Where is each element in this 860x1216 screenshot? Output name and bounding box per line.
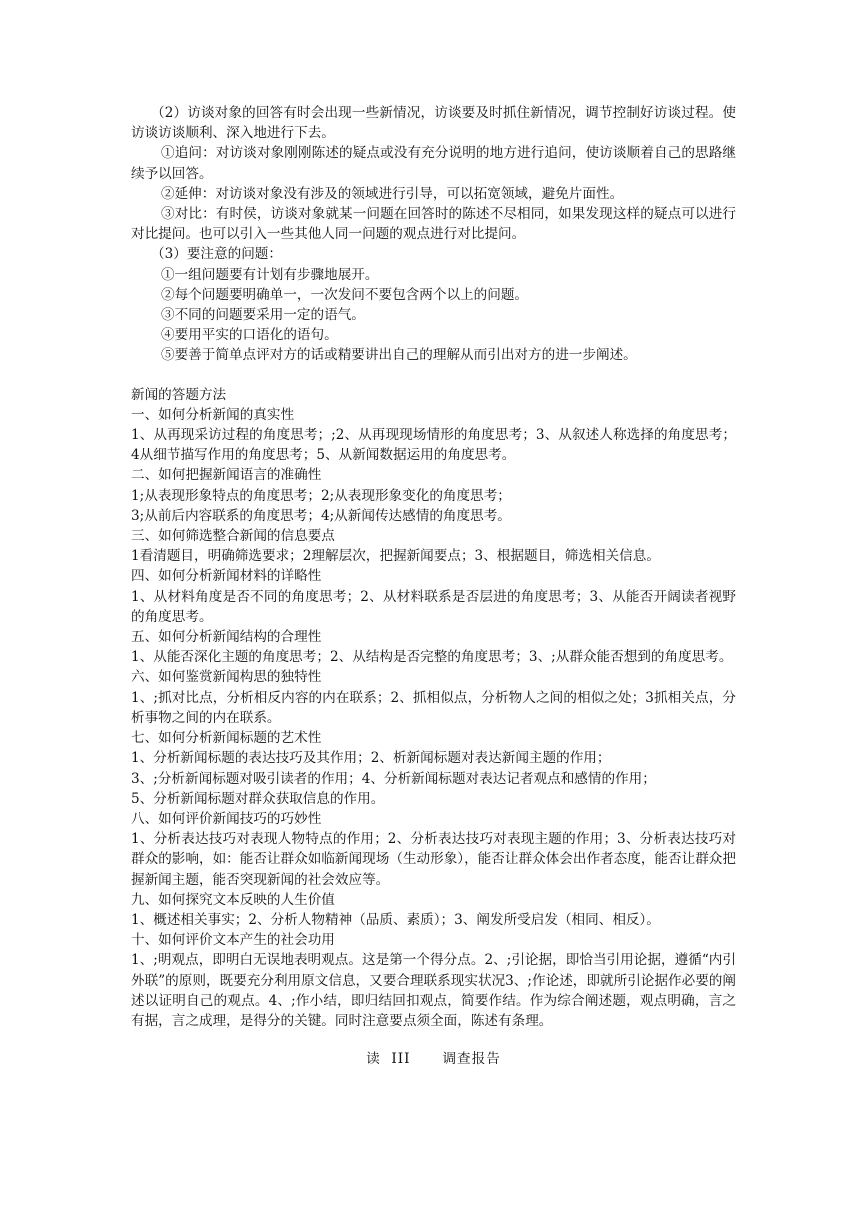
section-spacer [131,366,736,385]
interview-point-3-item: ①一组问题要有计划有步骤地展开。 [161,266,379,283]
news-heading-8: 八、如何评价新闻技巧的巧妙性 [131,810,322,827]
news-heading-5: 五、如何分析新闻结构的合理性 [131,629,322,646]
news-text-9: 1、概述相关事实；2、分析人物精神（品质、素质）；3、阐发所受启发（相同、相反）。 [131,911,660,928]
interview-point-2-compare: ③对比：有时侯，访谈对象就某一问题在回答时的陈述不尽相同，如果发现这样的疑点可以进行对比提问。也可以引入一些其他人同一问题的观点进行对比提问。 [131,206,736,243]
news-heading-9: 九、如何探究文本反映的人生价值 [131,891,335,908]
interview-point-2-followup: ①追问：对访谈对象刚刚陈述的疑点或没有充分说明的地方进行追问，使访谈顺着自己的思路继续予以回答。 [131,145,736,182]
news-heading-10: 十、如何评价文本产生的社会功用 [131,932,335,949]
interview-point-3-item: ⑤要善于简单点评对方的话或精要讲出自己的理解从而引出对方的进一步阐述。 [161,347,637,364]
news-text-1: 1、从再现采访过程的角度思考；;2、从再现现场情形的角度思考；3、从叙述人称选择的角度思考；4从细节描写作用的角度思考；5、从新闻数据运用的角度思考。 [131,427,736,464]
news-section-title: 新闻的答题方法 [131,386,227,403]
interview-point-2: （2）访谈对象的回答有时会出现一些新情况，访谈要及时抓住新情况，调节控制好访谈过程。使访谈访谈顺利、深入地进行下去。 [131,105,736,142]
news-text-7c: 5、分析新闻标题对群众获取信息的作用。 [131,790,385,807]
report-section-title: 读 III 调查报告 [366,1051,501,1068]
news-text-2b: 3;从前后内容联系的角度思考；4;从新闻传达感情的角度思考。 [131,507,511,524]
interview-point-3-item: ④要用平实的口语化的语句。 [161,327,338,344]
news-text-8: 1、分析表达技巧对表现人物特点的作用；2、分析表达技巧对表现主题的作用；3、分析表达技巧对群众的影响，如：能否让群众如临新闻现场（生动形象），能否让群众体会出作者态度，能否让群众把握新闻主题，能否突现新闻的社会效应等。 [131,831,736,888]
interview-point-3-item: ②每个问题要明确单一，一次发问不要包含两个以上的问题。 [161,286,529,303]
news-heading-3: 三、如何筛选整合新闻的信息要点 [131,528,335,545]
news-heading-2: 二、如何把握新闻语言的准确性 [131,467,322,484]
news-text-10: 1、;明观点，即明白无误地表明观点。这是第一个得分点。2、;引论据，即恰当引用论据，遵循“内引外联”的原则，既要充分利用原文信息，又要合理联系现实状况3、;作论述，即就所引论据作必要的阐述以证明自己的观点。4、;作小结，即归结回扣观点，简要作结。作为综合阐述题，观点明确，言之有据，言之成理，是得分的关键。同时注意要点须全面，陈述有条理。 [131,952,736,1029]
news-heading-1: 一、如何分析新闻的真实性 [131,406,295,423]
news-text-3: 1看清题目，明确筛选要求；2理解层次，把握新闻要点；3、根据题目，筛选相关信息。 [131,548,660,565]
news-heading-4: 四、如何分析新闻材料的详略性 [131,568,322,585]
news-heading-6: 六、如何鉴赏新闻构思的独特性 [131,669,322,686]
interview-point-3: （3）要注意的问题： [151,246,282,263]
interview-point-2-extend: ②延伸：对访谈对象没有涉及的领域进行引导，可以拓宽领域，避免片面性。 [161,185,624,202]
news-text-7a: 1、分析新闻标题的表达技巧及其作用；2、析新闻标题对表达新闻主题的作用； [131,750,611,767]
news-text-7b: 3、;分析新闻标题对吸引读者的作用；4、分析新闻标题对表达记者观点和感情的作用； [131,770,656,787]
interview-point-3-item: ③不同的问题要采用一定的语气。 [161,307,365,324]
news-text-5: 1、从能否深化主题的角度思考；2、从结构是否完整的角度思考；3、;从群众能否想到的角度思考。 [131,649,733,666]
news-heading-7: 七、如何分析新闻标题的艺术性 [131,730,322,747]
news-text-4: 1、从材料角度是否不同的角度思考；2、从材料联系是否层进的角度思考；3、从能否开阔读者视野的角度思考。 [131,588,736,625]
news-text-6: 1、;抓对比点，分析相反内容的内在联系；2、抓相似点，分析物人之间的相似之处；3抓相关点，分析事物之间的内在联系。 [131,689,736,726]
news-text-2a: 1;从表现形象特点的角度思考；2;从表现形象变化的角度思考； [131,487,511,504]
